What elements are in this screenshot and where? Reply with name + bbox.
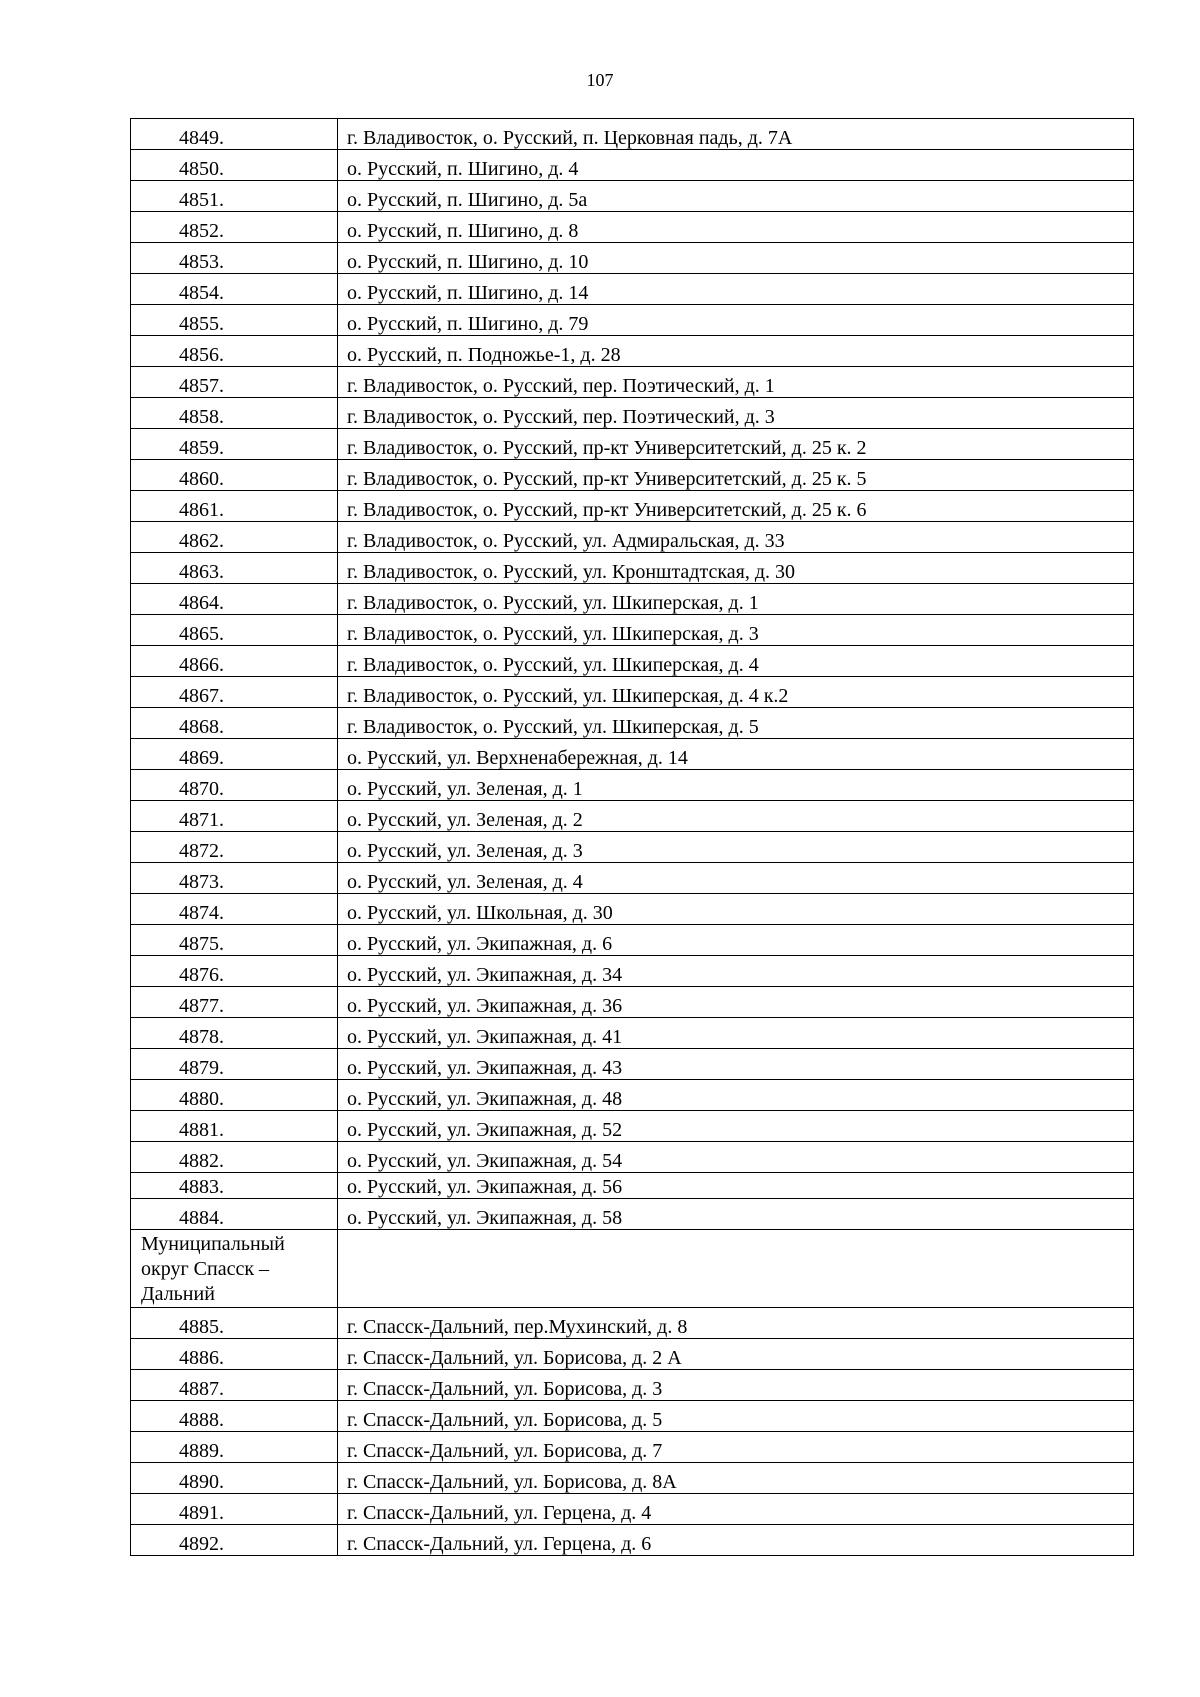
row-address: о. Русский, п. Подножье-1, д. 28 (338, 336, 1134, 367)
table-row (131, 367, 1134, 398)
row-number: 4857. (131, 367, 338, 398)
table-row (131, 1339, 1134, 1370)
row-address: о. Русский, п. Шигино, д. 4 (338, 150, 1134, 181)
table-row (131, 212, 1134, 243)
row-address: о. Русский, ул. Экипажная, д. 36 (338, 987, 1134, 1018)
table-row (131, 460, 1134, 491)
row-address: г. Спасск-Дальний, ул. Борисова, д. 3 (338, 1370, 1134, 1401)
row-address: г. Спасск-Дальний, ул. Борисова, д. 8А (338, 1463, 1134, 1494)
row-address: о. Русский, ул. Экипажная, д. 58 (338, 1199, 1134, 1230)
row-number: 4863. (131, 553, 338, 584)
row-number: 4878. (131, 1018, 338, 1049)
table-row (131, 1142, 1134, 1173)
row-address: г. Владивосток, о. Русский, ул. Шкиперская, д. 4 к.2 (338, 677, 1134, 708)
table-row (131, 646, 1134, 677)
row-number: 4851. (131, 181, 338, 212)
row-number: 4855. (131, 305, 338, 336)
row-address: г. Спасск-Дальний, ул. Борисова, д. 7 (338, 1432, 1134, 1463)
table-row (131, 739, 1134, 770)
row-address: о. Русский, п. Шигино, д. 79 (338, 305, 1134, 336)
row-address: о. Русский, ул. Школьная, д. 30 (338, 894, 1134, 925)
row-number: 4876. (131, 956, 338, 987)
row-address: о. Русский, ул. Зеленая, д. 4 (338, 863, 1134, 894)
row-number: 4891. (131, 1494, 338, 1525)
section-address-cell (338, 1230, 1134, 1308)
table-row (131, 615, 1134, 646)
row-number: 4888. (131, 1401, 338, 1432)
row-address: г. Владивосток, о. Русский, пер. Поэтический, д. 3 (338, 398, 1134, 429)
row-number: 4868. (131, 708, 338, 739)
row-address: г. Владивосток, о. Русский, ул. Шкиперская, д. 1 (338, 584, 1134, 615)
row-number: 4858. (131, 398, 338, 429)
section-header-row (131, 1230, 1134, 1308)
table-row (131, 1049, 1134, 1080)
table-row (131, 584, 1134, 615)
section-label-line: Дальний (141, 1283, 215, 1305)
row-number: 4867. (131, 677, 338, 708)
table-row (131, 1401, 1134, 1432)
row-address: г. Владивосток, о. Русский, пр-кт Университетский, д. 25 к. 6 (338, 491, 1134, 522)
row-address: о. Русский, ул. Экипажная, д. 41 (338, 1018, 1134, 1049)
table-row (131, 1463, 1134, 1494)
row-number: 4856. (131, 336, 338, 367)
row-number: 4870. (131, 770, 338, 801)
row-number: 4859. (131, 429, 338, 460)
table-row (131, 925, 1134, 956)
row-address: о. Русский, п. Шигино, д. 8 (338, 212, 1134, 243)
row-number: 4877. (131, 987, 338, 1018)
table-row (131, 1432, 1134, 1463)
table-row (131, 708, 1134, 739)
row-number: 4884. (131, 1199, 338, 1230)
row-number: 4866. (131, 646, 338, 677)
table-row (131, 1525, 1134, 1556)
row-number: 4861. (131, 491, 338, 522)
table-row (131, 1199, 1134, 1230)
table-row (131, 119, 1134, 150)
row-number: 4886. (131, 1339, 338, 1370)
row-address: г. Владивосток, о. Русский, ул. Кронштадтская, д. 30 (338, 553, 1134, 584)
table-row (131, 305, 1134, 336)
table-row (131, 553, 1134, 584)
row-address: г. Владивосток, о. Русский, пр-кт Университетский, д. 25 к. 2 (338, 429, 1134, 460)
row-number: 4887. (131, 1370, 338, 1401)
row-number: 4874. (131, 894, 338, 925)
row-number: 4879. (131, 1049, 338, 1080)
row-number: 4873. (131, 863, 338, 894)
table-row (131, 1173, 1134, 1199)
table-row (131, 1308, 1134, 1339)
row-number: 4864. (131, 584, 338, 615)
table-row (131, 491, 1134, 522)
row-address: о. Русский, п. Шигино, д. 10 (338, 243, 1134, 274)
row-address: г. Спасск-Дальний, ул. Борисова, д. 5 (338, 1401, 1134, 1432)
row-address: г. Владивосток, о. Русский, ул. Шкиперская, д. 3 (338, 615, 1134, 646)
page-number: 107 (586, 70, 614, 90)
row-number: 4889. (131, 1432, 338, 1463)
table-row (131, 1494, 1134, 1525)
row-number: 4865. (131, 615, 338, 646)
row-number: 4892. (131, 1525, 338, 1556)
row-address: г. Владивосток, о. Русский, пр-кт Университетский, д. 25 к. 5 (338, 460, 1134, 491)
row-address: г. Спасск-Дальний, пер.Мухинский, д. 8 (338, 1308, 1134, 1339)
row-number: 4883. (131, 1173, 338, 1199)
address-table (130, 118, 1134, 1556)
table-row (131, 1111, 1134, 1142)
row-number: 4872. (131, 832, 338, 863)
section-spassk (131, 1230, 1134, 1308)
row-address: о. Русский, ул. Экипажная, д. 43 (338, 1049, 1134, 1080)
row-address: о. Русский, ул. Зеленая, д. 2 (338, 801, 1134, 832)
row-number: 4860. (131, 460, 338, 491)
row-address: о. Русский, ул. Экипажная, д. 52 (338, 1111, 1134, 1142)
table-row (131, 894, 1134, 925)
table-row (131, 956, 1134, 987)
row-number: 4862. (131, 522, 338, 553)
table-row (131, 863, 1134, 894)
row-number: 4871. (131, 801, 338, 832)
table-row (131, 336, 1134, 367)
row-address: г. Спасск-Дальний, ул. Герцена, д. 4 (338, 1494, 1134, 1525)
section-label-line: округ Спасск – (141, 1258, 270, 1280)
row-address: о. Русский, ул. Зеленая, д. 1 (338, 770, 1134, 801)
row-address: г. Владивосток, о. Русский, ул. Шкиперская, д. 5 (338, 708, 1134, 739)
row-number: 4850. (131, 150, 338, 181)
table-row (131, 274, 1134, 305)
table-row (131, 677, 1134, 708)
table-row (131, 150, 1134, 181)
section-label (131, 1230, 338, 1308)
row-number: 4849. (131, 119, 338, 150)
row-address: о. Русский, ул. Экипажная, д. 48 (338, 1080, 1134, 1111)
row-address: о. Русский, ул. Экипажная, д. 34 (338, 956, 1134, 987)
row-address: г. Спасск-Дальний, ул. Герцена, д. 6 (338, 1525, 1134, 1556)
row-address: г. Спасск-Дальний, ул. Борисова, д. 2 А (338, 1339, 1134, 1370)
row-number: 4869. (131, 739, 338, 770)
section-label-line: Муниципальный (141, 1233, 285, 1255)
row-number: 4852. (131, 212, 338, 243)
row-address: г. Владивосток, о. Русский, пер. Поэтический, д. 1 (338, 367, 1134, 398)
row-address: о. Русский, ул. Верхненабережная, д. 14 (338, 739, 1134, 770)
table-row (131, 522, 1134, 553)
row-address: о. Русский, ул. Зеленая, д. 3 (338, 832, 1134, 863)
row-address: о. Русский, ул. Экипажная, д. 56 (338, 1173, 1134, 1199)
row-number: 4881. (131, 1111, 338, 1142)
row-address: о. Русский, ул. Экипажная, д. 6 (338, 925, 1134, 956)
address-rows-spassk (131, 1308, 1134, 1556)
table-row (131, 181, 1134, 212)
row-number: 4885. (131, 1308, 338, 1339)
table-row (131, 1370, 1134, 1401)
row-address: о. Русский, ул. Экипажная, д. 54 (338, 1142, 1134, 1173)
table-row (131, 243, 1134, 274)
row-address: г. Владивосток, о. Русский, п. Церковная падь, д. 7А (338, 119, 1134, 150)
row-number: 4875. (131, 925, 338, 956)
table-row (131, 398, 1134, 429)
table-row (131, 801, 1134, 832)
row-number: 4854. (131, 274, 338, 305)
table-row (131, 832, 1134, 863)
row-address: г. Владивосток, о. Русский, ул. Шкиперская, д. 4 (338, 646, 1134, 677)
table-row (131, 1018, 1134, 1049)
table-row (131, 1080, 1134, 1111)
row-address: о. Русский, п. Шигино, д. 5а (338, 181, 1134, 212)
row-number: 4880. (131, 1080, 338, 1111)
table-row (131, 770, 1134, 801)
address-rows-russky (131, 119, 1134, 1230)
row-number: 4890. (131, 1463, 338, 1494)
row-number: 4853. (131, 243, 338, 274)
table-row (131, 987, 1134, 1018)
row-address: о. Русский, п. Шигино, д. 14 (338, 274, 1134, 305)
row-address: г. Владивосток, о. Русский, ул. Адмиральская, д. 33 (338, 522, 1134, 553)
table-row (131, 429, 1134, 460)
row-number: 4882. (131, 1142, 338, 1173)
